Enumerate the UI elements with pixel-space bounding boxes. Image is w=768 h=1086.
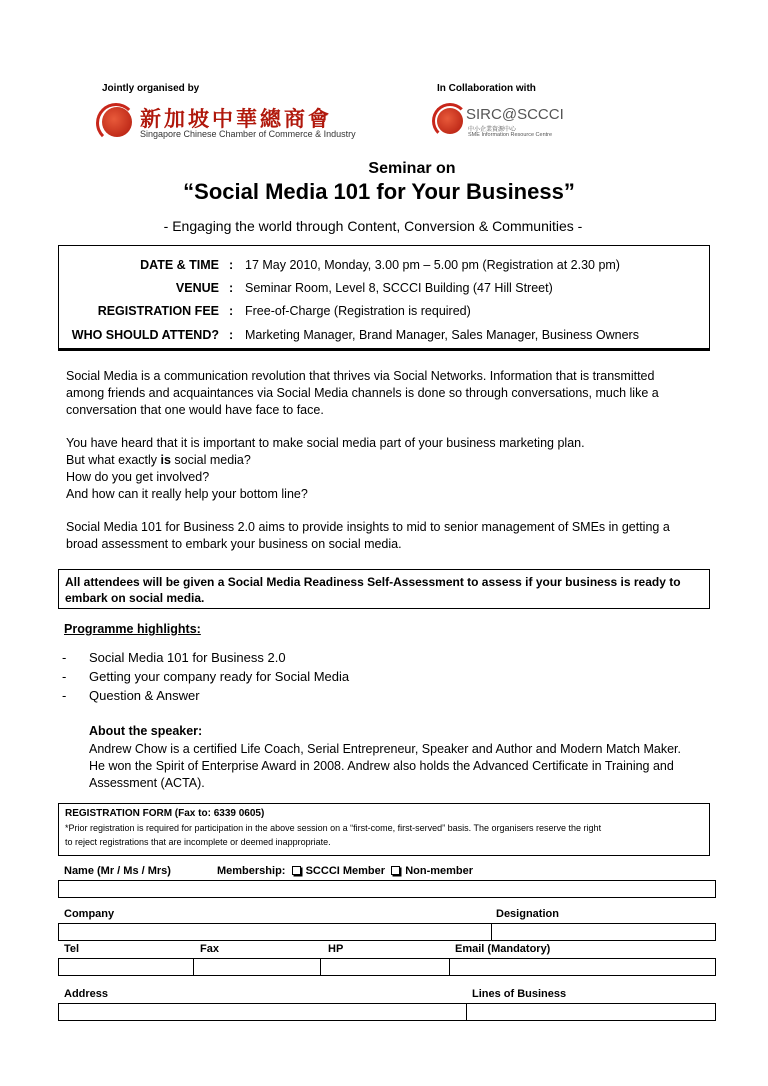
membership-row [217,865,473,877]
organised-by-label: Jointly organised by [102,83,200,94]
info-row-date [59,254,709,276]
intro-p2-line: And how can it really help your bottom line? [66,487,308,501]
hp-label: HP [328,943,344,955]
speaker-bio [89,741,719,792]
business-label: Lines of Business [472,988,567,1000]
speaker-line: Andrew Chow is a certified Life Coach, Serial Entrepreneur, Speaker and Author and Modern Match Maker. [89,742,681,756]
programme-heading: Programme highlights: [64,622,201,636]
sirc-logo-swoosh-icon [432,103,468,139]
email-label: Email (Mandatory) [455,943,551,955]
fee-label: REGISTRATION FEE [97,304,219,318]
name-label: Name (Mr / Ms / Mrs) [64,865,171,877]
date-value: 17 May 2010, Monday, 3.00 pm – 5.00 pm (Registration at 2.30 pm) [245,258,620,272]
intro-p2-line: How do you get involved? [66,470,210,484]
hp-field[interactable] [320,958,450,976]
business-field[interactable] [466,1003,716,1021]
registration-form-header [58,803,710,856]
address-field[interactable] [58,1003,467,1021]
fee-value: Free-of-Charge (Registration is required) [245,304,471,318]
speaker-line: He won the Spirit of Enterprise Award in 2008. Andrew also holds the Advanced Certificate in Training and [89,759,674,773]
tel-label: Tel [64,943,80,955]
non-member-checkbox[interactable] [391,866,400,875]
name-field[interactable] [58,880,716,898]
intro-text [66,368,716,553]
sirc-chinese-name: 中小企業資源中心 [468,126,517,133]
venue-value: Seminar Room, Level 8, SCCCI Building (47 Hill Street) [245,281,553,295]
fax-label: Fax [200,943,219,955]
intro-p3-line: broad assessment to embark your business on social media. [66,537,402,551]
intro-p1-line: Social Media is a communication revolution that thrives via Social Networks. Information that is transmitted [66,369,655,383]
venue-colon: : [229,281,234,295]
designation-field[interactable] [491,923,716,941]
seminar-title: “Social Media 101 for Your Business” [183,179,575,204]
intro-p2-line: You have heard that it is important to make social media part of your business marketing plan. [66,436,585,450]
seminar-pre-title: Seminar on [368,160,456,177]
intro-p2-line: But what exactly is social media? [66,453,251,467]
sccci-english-name: Singapore Chinese Chamber of Commerce & Industry [140,129,356,139]
speaker-heading: About the speaker: [89,724,203,738]
form-note-line: to reject registrations that are incomplete or deemed inappropriate. [65,837,331,847]
non-member-label: Non-member [405,865,474,877]
list-item: - Social Media 101 for Business 2.0 [62,650,286,665]
intro-p1-line: among friends and acquaintances via Social Media channels is done so through conversations, much like a [66,386,659,400]
info-row-venue [59,277,709,299]
membership-label: Membership: [217,865,286,877]
date-label: DATE & TIME [140,258,219,272]
fax-field[interactable] [193,958,321,976]
intro-p3-line: Social Media 101 for Business 2.0 aims to provide insights to mid to senior management of SMEs in getting a [66,520,670,534]
attend-label: WHO SHOULD ATTEND? [71,328,219,342]
company-field[interactable] [58,923,492,941]
company-label: Company [64,908,115,920]
sirc-sub-name: SME Information Resource Centre [468,132,553,138]
designation-label: Designation [496,908,559,920]
assessment-box [58,569,710,609]
date-colon: : [229,258,234,272]
sirc-logo [432,103,562,143]
assessment-line: embark on social media. [65,591,205,605]
collaboration-label: In Collaboration with [437,83,536,94]
seminar-subtitle: - Engaging the world through Content, Conversion & Communities - [163,218,583,234]
form-title: REGISTRATION FORM (Fax to: 6339 0605) [65,808,265,819]
tel-field[interactable] [58,958,194,976]
sccci-logo [96,103,358,143]
attend-colon: : [229,328,234,342]
speaker-line: Assessment (ACTA). [89,776,205,790]
email-field[interactable] [449,958,716,976]
sccci-member-checkbox[interactable] [292,866,301,875]
sirc-name: SIRC@SCCCI [466,106,564,123]
form-note-line: *Prior registration is required for participation in the above session on a “first-come, first-served” basis. The organisers reserve the right [65,823,602,833]
sccci-logo-swoosh-icon [96,103,136,143]
info-row-fee [59,300,709,322]
fee-colon: : [229,304,234,318]
list-item: - Question & Answer [62,688,200,703]
sccci-member-label: SCCCI Member [305,865,386,877]
programme-list [62,648,349,705]
intro-p1-line: conversation that one would have face to face. [66,403,324,417]
address-label: Address [64,988,109,1000]
attend-value: Marketing Manager, Brand Manager, Sales Manager, Business Owners [245,328,639,342]
assessment-line: All attendees will be given a Social Media Readiness Self-Assessment to assess if your business is ready to [65,575,681,589]
info-row-attend [59,324,709,346]
venue-label: VENUE [175,281,219,295]
event-info-box [58,245,710,351]
list-item: - Getting your company ready for Social Media [62,669,350,684]
sccci-chinese-name: 新加坡中華總商會 [140,107,332,131]
